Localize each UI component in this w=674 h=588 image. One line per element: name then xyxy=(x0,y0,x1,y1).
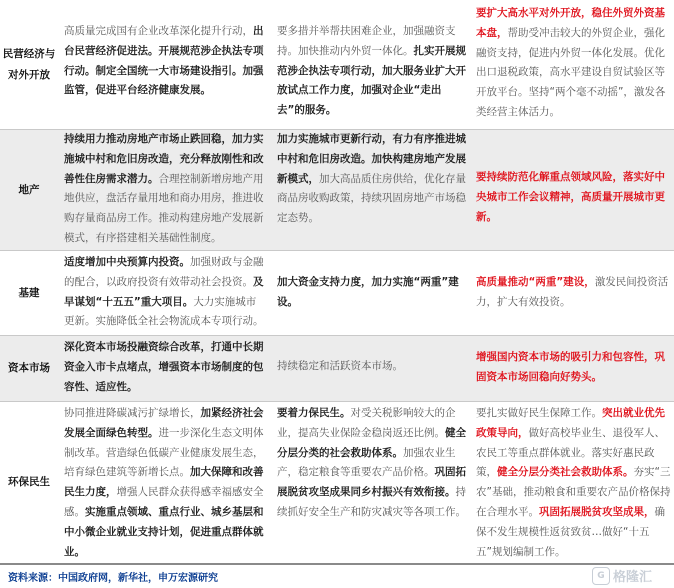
col-1-cell xyxy=(64,22,264,101)
text-segment: 大力实施城市更新。实施降低全社会物流成本专项行动。 xyxy=(64,295,264,328)
col-3-cell xyxy=(476,348,672,388)
col-2-cell xyxy=(277,130,469,229)
text-segment: 巩固拓展脱贫攻坚成果同乡村振兴有效衔接。 xyxy=(277,466,466,499)
text-segment: 增强人民群众获得感幸福感安全感。 xyxy=(64,486,264,518)
text-segment: 确保不发生规模性返贫致贫…做好“十五五”规划编制工作。 xyxy=(476,505,665,558)
text-segment: 突出就业优先政策导向， xyxy=(476,407,665,439)
col-1-cell xyxy=(64,404,264,562)
text-segment: 夯实“三农”基础，推动粮食和重要农产品价格保持在合理水平。 xyxy=(476,466,671,518)
col-1-cell xyxy=(64,338,264,397)
table-row xyxy=(0,336,674,401)
text-segment: 协同推进降碳减污扩绿增长， xyxy=(64,407,201,419)
text-segment: 持续稳定和活跃资本市场。 xyxy=(277,360,403,372)
row-category: 民营经济与对外开放 xyxy=(2,47,56,81)
col-1-cell xyxy=(64,253,264,332)
table-row xyxy=(0,402,674,562)
table-row xyxy=(0,130,674,250)
col-3-cell xyxy=(476,168,672,227)
text-segment: 及早谋划“十五五”重大项目。 xyxy=(64,275,264,308)
text-segment: 要着力保民生。 xyxy=(277,407,351,419)
col-2-cell xyxy=(277,404,469,523)
watermark-text: 格隆汇 xyxy=(613,570,653,585)
text-segment: 要持续防范化解重点领域风险，落实好中央城市工作会议精神，高质量开展城市更新。 xyxy=(476,171,665,223)
text-segment: 高质量推动“两重”建设， xyxy=(476,276,595,288)
text-segment: 持续抓好安全生产和防灾减灾等各项工作。 xyxy=(277,486,466,518)
text-segment: 合理控制新增房地产用地供应，盘活存量用地和商办用房，推进收购存量商品房工作。推动构建房地产发展新模式，有序搭建相关基础性制度。 xyxy=(64,172,264,244)
text-segment: 适度增加中央预算内投资。 xyxy=(64,256,190,268)
col-1-cell xyxy=(64,130,264,249)
text-segment: 进一步深化生态文明体制改革。营造绿色低碳产业健康发展生态，培育绿色建筑等新增长点。 xyxy=(64,426,264,479)
col-3-cell xyxy=(476,404,672,562)
col-3-cell xyxy=(476,4,672,123)
row-category: 地产 xyxy=(18,183,40,196)
table-row xyxy=(0,0,674,129)
text-segment: 加强财政与金融的配合，以政府投资有效带动社会投资。 xyxy=(64,256,264,288)
text-segment: 对受关税影响较大的企业，提高失业保险金稳岗返还比例。 xyxy=(277,407,456,439)
text-segment: 扎实开展规范涉企执法专项行动，加大服务业扩大开放试点工作力度，加强对企业“走出去”的服务。 xyxy=(277,44,466,117)
text-segment: 加紧经济社会发展全面绿色转型。 xyxy=(64,407,264,439)
text-segment: 要扩大高水平对外开放，稳住外贸外资基本盘， xyxy=(476,7,665,39)
text-segment: 加大高品质住房供给，优化存量商品房收购政策，持续巩固房地产市场稳定态势。 xyxy=(277,172,466,225)
text-segment: 深化资本市场投融资综合改革，打通中长期资金入市卡点堵点，增强资本市场制度的包容性、适应性。 xyxy=(64,341,264,393)
text-segment: 加大保障和改善民生力度， xyxy=(64,466,264,499)
text-segment: 出台民营经济促进法。开展规范涉企执法专项行动。制定全国统一大市场建设指引。加强监管，促进平台经济健康发展。 xyxy=(64,25,264,97)
col-2-cell xyxy=(277,22,469,121)
table-row xyxy=(0,251,674,335)
text-segment: 加强农业生产，稳定粮食等重要农产品价格。 xyxy=(277,446,456,479)
text-segment: 激发民间投资活力，扩大有效投资。 xyxy=(476,276,669,308)
text-segment: 高质量完成国有企业改革深化提升行动， xyxy=(64,25,253,37)
text-segment: 持续用力推动房地产市场止跌回稳，加力实施城中村和危旧房改造，充分释放刚性和改善性住房需求潜力。 xyxy=(64,133,264,185)
text-segment: 增强国内资本市场的吸引力和包容性，巩固资本市场回稳向好势头。 xyxy=(476,351,665,383)
text-segment: 加力实施城市更新行动，有力有序推进城中村和危旧房改造。加快构建房地产发展新模式， xyxy=(277,133,466,185)
row-category: 基建 xyxy=(18,286,40,299)
text-segment: 要多措并举帮扶困难企业，加强融资支持。加快推动内外贸一体化。 xyxy=(277,25,456,57)
text-segment: 加大资金支持力度，加力实施“两重”建设。 xyxy=(277,276,459,308)
gelonghui-logo-icon: G xyxy=(592,567,610,585)
text-segment: 健全分层分类社会救助体系。 xyxy=(497,466,634,479)
watermark xyxy=(592,566,652,585)
col-2-cell xyxy=(277,273,469,313)
text-segment: 要扎实做好民生保障工作。 xyxy=(476,407,602,419)
row-category: 环保民生 xyxy=(8,475,50,488)
bottom-rule xyxy=(0,563,674,565)
text-segment: 健全分层分类的社会救助体系。 xyxy=(277,426,466,459)
text-segment: 帮助受冲击较大的外贸企业，强化融资支持，促进内外贸一体化发展。优化出口退税政策，高水平建设自贸试验区等开放平台。坚持“两个毫不动摇”，激发各类经营主体活力。 xyxy=(476,26,666,118)
col-3-cell xyxy=(476,273,672,313)
row-category: 资本市场 xyxy=(8,362,50,374)
text-segment: 做好高校毕业生、退役军人、农民工等重点群体就业。落实好惠民政策， xyxy=(476,426,665,479)
col-2-cell xyxy=(277,357,469,377)
text-segment: 巩固拓展脱贫攻坚成果， xyxy=(539,505,655,518)
text-segment: 实施重点领域、重点行业、城乡基层和中小微企业就业支持计划，促进重点群体就业。 xyxy=(64,505,264,558)
source-note: 资料来源：中国政府网，新华社，申万宏源研究 xyxy=(8,573,218,584)
